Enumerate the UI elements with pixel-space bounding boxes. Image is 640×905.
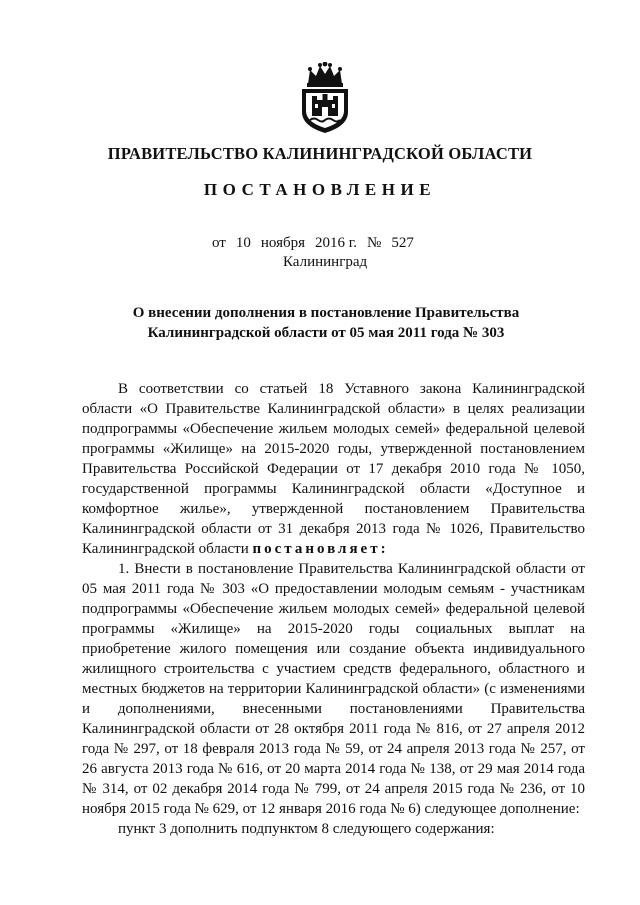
document-date-number (212, 235, 414, 252)
date-month: ноября (260, 235, 306, 251)
decree-word: постановляет: (252, 541, 389, 557)
paragraph-item-3-addition: пункт 3 дополнить подпунктом 8 следующего содержания: (118, 821, 495, 837)
document-number: 527 (391, 235, 414, 251)
preamble-text: В соответствии со статьей 18 Уставного закона Калининградской области «О Правительстве Калининградской области» в целях реализации подпрограммы «Обеспечение жильем молодых семей» федеральной целевой программы «Жилище» на 2015-2020 годы, утвержденной постановлением Правительства Российской Федерации от 17 декабря 2010 года № 1050, государственной программы Калининградской области «Доступное и комфортное жилье», утвержденной постановлением Правительства Калининградской области от 31 декабря 2013 года № 1026, Правительство Калининградской области (82, 381, 585, 557)
number-sign: № (367, 235, 382, 251)
coat-of-arms-icon (294, 62, 356, 134)
subject-line-1: О внесении дополнения в постановление Правительства (132, 305, 520, 321)
paragraph-preamble (82, 379, 585, 559)
city: Калининград (283, 254, 368, 270)
government-title: ПРАВИТЕЛЬСТВО КАЛИНИНГРАДСКОЙ ОБЛАСТИ (107, 144, 533, 163)
date-day: 10 (235, 235, 251, 251)
paragraph-item-1: 1. Внести в постановление Правительства Калининградской области от 05 мая 2011 года № 303 «О предоставлении молодым семьям - участникам подпрограммы «Обеспечение жильем молодых семей» федеральной целевой программы «Жилище» на 2015-2020 годы социальных выплат на приобретение жилого помещения или создание объекта индивидуального жилищного строительства с участием средств федерального, областного и местных бюджетов на территории Калининградской области» (с изменениями и дополнениями, внесенными постановлениями Правительства Калининградской области от 28 октября 2011 года № 816, от 27 апреля 2012 года № 297, от 18 февраля 2013 года № 59, от 24 апреля 2013 года № 257, от 26 августа 2013 года № 616, от 20 марта 2014 года № 138, от 29 мая 2014 года № 314, от 02 декабря 2014 года № 799, от 24 апреля 2015 года № 236, от 10 ноября 2015 года № 629, от 12 января 2016 года № 6) следующее дополнение: (82, 561, 585, 817)
document-subject (120, 303, 532, 343)
document-body (82, 379, 585, 839)
subject-line-2: Калининградской области от 05 мая 2011 года № 303 (147, 325, 505, 341)
date-prefix: от (212, 235, 226, 251)
document-type: ПОСТАНОВЛЕНИЕ (203, 180, 437, 199)
date-year: 2016 г. (315, 235, 358, 251)
